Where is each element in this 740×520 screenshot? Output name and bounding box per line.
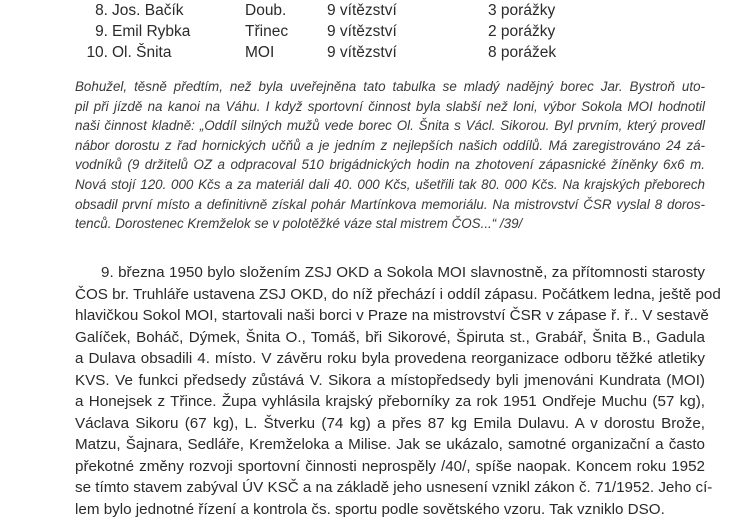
table-row (0, 22, 740, 42)
body-line: Matzu, Šajnara, Sedláře, Kremželoka a Milise. Jak se ukázalo, samotné organizační a často (75, 436, 705, 453)
wins-cell: 9 vítězství (327, 2, 397, 19)
body-line: hlavičkou Sokol MOI, startovali naši borci v Praze na mistrovství ČSR v zápase ř. ř.. V sestavě (75, 307, 709, 324)
name-cell: Emil Rybka (112, 23, 191, 40)
name-cell: Ol. Šnita (112, 44, 172, 61)
table-row (0, 1, 740, 21)
quote-line: naši činnost kladně: „Oddíl silných mužů vede borec Ol. Šnita s Václ. Sikorou. Byl prvním, který provedl (75, 118, 705, 134)
quote-line: tenců. Dorostenec Kremželok se v polotěžké váze stal mistrem ČOS...“ /39/ (75, 216, 523, 232)
body-line: lem bylo jednotné řízení a kontrola čs. sportu podle sovětského vzoru. Tak vzniklo DSO. (75, 500, 665, 518)
body-line: KVS. Ve funkci předsedy zůstává V. Sikora a místopředsedy byli jmenováni Kundrata (MOI) (75, 371, 705, 389)
quote-line: pil při jízdě na kanoi na Váhu. I když sportovní činnost byla slabší než loni, výbor Sokola MOI hodnotil (75, 98, 705, 114)
losses-cell: 8 porážek (488, 44, 557, 61)
losses-cell: 2 porážky (488, 23, 556, 40)
quote-line: obsadil první místo a definitivně získal pohár Martínkova memoriálu. Na mistrovství ČSR vyslal 8 doros- (75, 196, 705, 212)
rank-cell: 10. (86, 44, 108, 61)
body-line: se tímto stavem zabýval ÚV KSČ a na základě jeho usnesení vznikl zákon č. 71/1952. Jeho cí- (75, 479, 713, 496)
quote-line: nábor dorostu z řad hornických učňů a je jedním z nejlepších našich oddílů. Má zaregistrováno 24 zá- (75, 137, 705, 153)
wins-cell: 9 vítězství (327, 23, 397, 40)
body-line: Václava Sikoru (67 kg), L. Štverku (74 kg) a přes 87 kg Emila Dulavu. A v dorostu Brože, (75, 414, 705, 432)
body-paragraph (75, 262, 721, 520)
body-line: a Honejsek z Třince. Župa vyhlásila krajský přeborníky za rok 1951 Ondřeje Muchu (57 kg), (75, 393, 705, 410)
club-cell: Doub. (245, 2, 287, 19)
quoted-paragraph (75, 77, 705, 234)
quote-line: Nová stojí 120. 000 Kčs a za materiál dali 40. 000 Kčs, ušetřili tak 80. 000 Kčs. Na krajských přeborech (75, 176, 705, 192)
rank-cell: 8. (95, 2, 108, 19)
table-row (0, 43, 740, 63)
wins-cell: 9 vítězství (327, 44, 397, 61)
body-line: překotné změny rozvoji sportovní činnosti neprospěly /40/, spíše naopak. Koncem roku 1952 (75, 457, 705, 475)
rank-cell: 9. (95, 23, 108, 40)
quote-line: vodníků (9 držitelů OZ a odpracoval 510 brigádnických hodin na zhotovení zápasnické žíněnky 6x6 m. (75, 157, 705, 173)
name-cell: Jos. Bačík (112, 2, 184, 19)
club-cell: MOI (245, 44, 275, 61)
body-line: ČOS br. Truhláře ustavena ZSJ OKD, do níž přechází i oddíl zápasu. Počátkem ledna, ještě pod (75, 285, 721, 303)
losses-cell: 3 porážky (488, 2, 556, 19)
quote-line: Bohužel, těsně předtím, než byla uveřejněna tato tabulka se mladý nadějný borec Jar. Bystroň uto- (75, 79, 705, 94)
club-cell: Třinec (245, 23, 289, 40)
body-line: Galíček, Boháč, Dýmek, Šnita O., Tomáš, bři Sikorové, Špiruta st., Grabář, Šnita B., Gadula (75, 328, 705, 346)
body-line: 9. března 1950 bylo složením ZSJ OKD a Sokola MOI slavnostně, za přítomnosti starosty (101, 264, 705, 281)
body-line: a Dulava obsadili 4. místo. V závěru roku byla provedena reorganizace odboru těžké atletiky (75, 350, 705, 367)
